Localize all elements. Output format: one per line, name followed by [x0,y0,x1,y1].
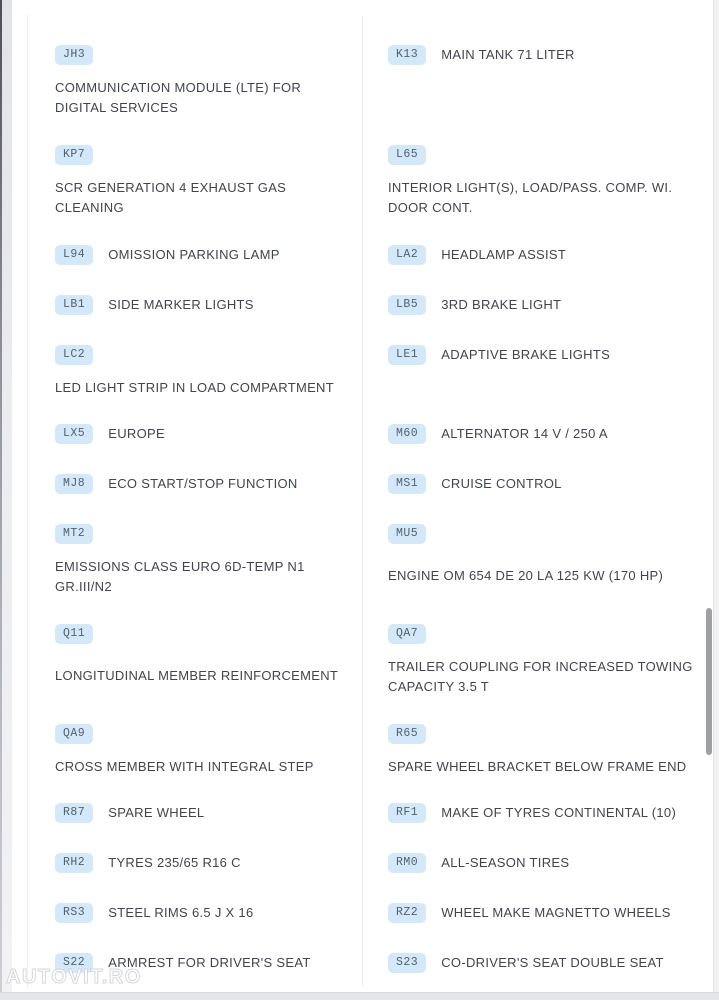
equipment-description: ECO START/STOP FUNCTION [108,476,298,491]
bottom-strip [0,992,719,1000]
right-edge-strip [714,0,719,1000]
equipment-description: CO-DRIVER'S SEAT DOUBLE SEAT [441,955,664,970]
equipment-item [55,424,347,474]
equipment-code-badge: Q11 [55,624,93,644]
column-divider [362,16,363,986]
equipment-description: INTERIOR LIGHT(S), LOAD/PASS. COMP. WI. DOOR CONT. [388,180,673,215]
equipment-description: ALL-SEASON TIRES [441,855,570,870]
equipment-code-badge: R87 [55,803,93,823]
equipment-description: HEADLAMP ASSIST [441,247,567,262]
equipment-item [388,853,713,903]
equipment-description: 3RD BRAKE LIGHT [441,297,562,312]
equipment-code-badge: JH3 [55,45,93,65]
equipment-item [55,624,347,724]
equipment-code-badge: M60 [388,424,426,444]
equipment-item [388,145,713,245]
equipment-description: SPARE WHEEL BRACKET BELOW FRAME END [388,759,687,774]
equipment-column-right [388,13,713,1000]
scrollbar-thumb[interactable] [706,608,712,755]
equipment-code-badge: RH2 [55,853,93,873]
equipment-description: TRAILER COUPLING FOR INCREASED TOWING CAPACITY 3.5 T [388,659,693,694]
equipment-description: STEEL RIMS 6.5 J X 16 [108,905,254,920]
equipment-column-left [55,13,347,1000]
equipment-item [388,903,713,953]
equipment-item [55,903,347,953]
equipment-item [55,474,347,524]
equipment-code-badge: MJ8 [55,474,93,494]
equipment-description: SIDE MARKER LIGHTS [108,297,254,312]
watermark: AUTOVIT.RO [6,966,142,988]
equipment-item [55,345,347,424]
equipment-code-badge: LA2 [388,245,426,265]
equipment-description: CRUISE CONTROL [441,476,562,491]
equipment-code-badge: LB1 [55,295,93,315]
equipment-description: EUROPE [108,426,165,441]
equipment-item [388,524,713,624]
gallery-edge-line [0,0,2,1000]
equipment-item [55,524,347,624]
equipment-item [388,345,713,424]
equipment-code-badge: L65 [388,145,426,165]
equipment-item [388,474,713,524]
equipment-description: MAIN TANK 71 LITER [441,47,575,62]
equipment-description: COMMUNICATION MODULE (LTE) FOR DIGITAL SERVICES [55,80,302,115]
equipment-item [388,45,713,145]
equipment-description: LED LIGHT STRIP IN LOAD COMPARTMENT [55,380,334,395]
equipment-code-badge: LC2 [55,345,93,365]
equipment-item [55,145,347,245]
equipment-code-badge: LX5 [55,424,93,444]
equipment-item [55,295,347,345]
equipment-description: TYRES 235/65 R16 C [108,855,241,870]
equipment-description: CROSS MEMBER WITH INTEGRAL STEP [55,759,314,774]
equipment-item [55,245,347,295]
equipment-code-badge: QA7 [388,624,426,644]
equipment-code-badge: S22 [55,953,93,973]
equipment-item [388,724,713,803]
equipment-code-badge: RM0 [388,853,426,873]
equipment-code-badge: K13 [388,45,426,65]
equipment-description: ENGINE OM 654 DE 20 LA 125 KW (170 HP) [388,568,664,583]
equipment-code-badge: KP7 [55,145,93,165]
equipment-code-badge: QA9 [55,724,93,744]
equipment-description: LONGITUDINAL MEMBER REINFORCEMENT [55,668,339,683]
equipment-code-badge: R65 [388,724,426,744]
equipment-description: ARMREST FOR DRIVER'S SEAT [108,955,311,970]
equipment-description: WHEEL MAKE MAGNETTO WHEELS [441,905,671,920]
equipment-code-badge: LB5 [388,295,426,315]
equipment-description: EMISSIONS CLASS EURO 6D-TEMP N1 GR.III/N2 [55,559,305,594]
equipment-description: OMISSION PARKING LAMP [108,247,280,262]
equipment-code-badge: RS3 [55,903,93,923]
equipment-description: MAKE OF TYRES CONTINENTAL (10) [441,805,677,820]
equipment-item [55,724,347,803]
equipment-code-badge: S23 [388,953,426,973]
card-left-border [27,14,28,988]
equipment-item [388,803,713,853]
equipment-item [388,624,713,724]
equipment-item [388,424,713,474]
equipment-description: SCR GENERATION 4 EXHAUST GAS CLEANING [55,180,287,215]
equipment-item [55,803,347,853]
equipment-code-badge: RZ2 [388,903,426,923]
equipment-description: ALTERNATOR 14 V / 250 A [441,426,608,441]
equipment-description: ADAPTIVE BRAKE LIGHTS [441,347,611,362]
equipment-item [55,853,347,903]
equipment-item [55,45,347,145]
equipment-code-badge: LE1 [388,345,426,365]
equipment-description: SPARE WHEEL [108,805,205,820]
equipment-code-badge: MS1 [388,474,426,494]
equipment-code-badge: MT2 [55,524,93,544]
equipment-item [388,295,713,345]
equipment-code-badge: L94 [55,245,93,265]
equipment-item [388,245,713,295]
equipment-code-badge: RF1 [388,803,426,823]
equipment-code-badge: MU5 [388,524,426,544]
